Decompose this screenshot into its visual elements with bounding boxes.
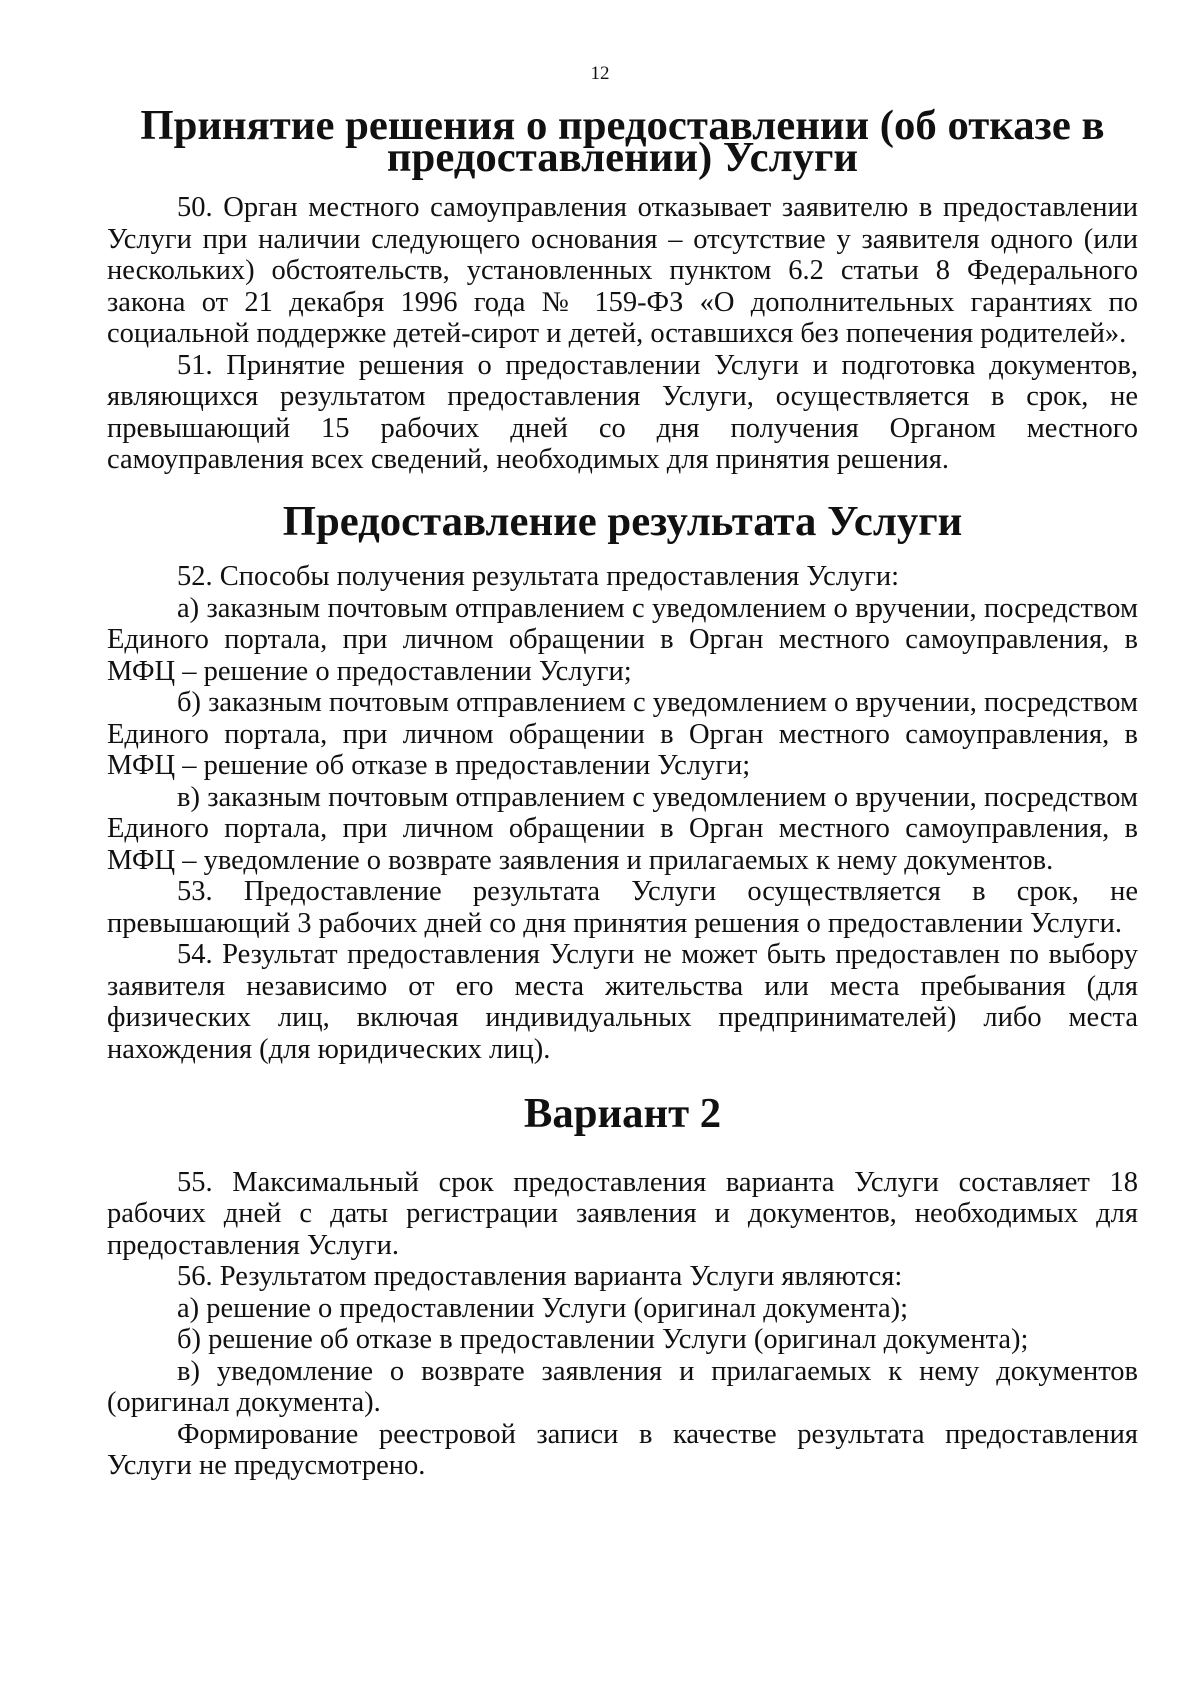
- paragraph-51: 51. Принятие решения о предоставлении Услуги и подготовка документов, являющихся результатом предоставления Услуги, осуществляется в срок, не превышающий 15 рабочих дней со дня получения Органом местного самоуправления всех сведений, необходимых для принятия решения.: [107, 349, 1138, 475]
- paragraph-56-c: в) уведомление о возврате заявления и прилагаемых к нему документов (оригинал документа).: [107, 1355, 1138, 1418]
- page-number: 12: [590, 63, 610, 84]
- paragraph-56-a: а) решение о предоставлении Услуги (оригинал документа);: [177, 1292, 909, 1324]
- paragraph-53: 53. Предоставление результата Услуги осуществляется в срок, не превышающий 3 рабочих дней со дня принятия решения о предоставлении Услуги.: [107, 876, 1138, 939]
- paragraph-56: 56. Результатом предоставления варианта Услуги являются:: [177, 1261, 903, 1292]
- paragraph-registry-note: Формирование реестровой записи в качестве результата предоставления Услуги не предусмотрено.: [107, 1418, 1138, 1481]
- paragraph-52-a: а) заказным почтовым отправлением с уведомлением о вручении, посредством Единого портала, при личном обращении в Орган местного самоуправления, в МФЦ – решение о предоставлении Услуги;: [107, 592, 1138, 687]
- section-heading-variant-2: Вариант 2: [523, 1090, 722, 1137]
- paragraph-56-b: б) решение об отказе в предоставлении Услуги (оригинал документа);: [177, 1324, 1029, 1355]
- paragraph-55: 55. Максимальный срок предоставления варианта Услуги составляет 18 рабочих дней с даты регистрации заявления и документов, необходимых для предоставления Услуги.: [107, 1166, 1138, 1261]
- paragraph-50: 50. Орган местного самоуправления отказывает заявителю в предоставлении Услуги при наличии следующего основания – отсутствие у заявителя одного (или нескольких) обстоятельств, установленных пунктом 6.2 статьи 8 Федерального закона от 21 декабря 1996 года № 159-ФЗ «О дополнительных гарантиях по социальной поддержке детей-сирот и детей, оставшихся без попечения родителей».: [107, 192, 1138, 349]
- paragraph-52-c: в) заказным почтовым отправлением с уведомлением о вручении, посредством Единого портала, при личном обращении в Орган местного самоуправления, в МФЦ – уведомление о возврате заявления и прилагаемых к нему документов.: [107, 781, 1138, 876]
- section-heading-result-delivery: Предоставление результата Услуги: [282, 497, 963, 545]
- paragraph-54: 54. Результат предоставления Услуги не может быть предоставлен по выбору заявителя независимо от его места жительства или места пребывания (для физических лиц, включая индивидуальных предпринимателей) либо места нахождения (для юридических лиц).: [107, 939, 1138, 1065]
- paragraph-52-b: б) заказным почтовым отправлением с уведомлением о вручении, посредством Единого портала, при личном обращении в Орган местного самоуправления, в МФЦ – решение об отказе в предоставлении Услуги;: [107, 687, 1138, 781]
- paragraph-52: 52. Способы получения результата предоставления Услуги:: [177, 561, 900, 592]
- document-body: [107, 102, 1138, 1482]
- section-heading-decision: Принятие решения о предоставлении (об отказе в предоставлении) Услуги: [140, 102, 1105, 181]
